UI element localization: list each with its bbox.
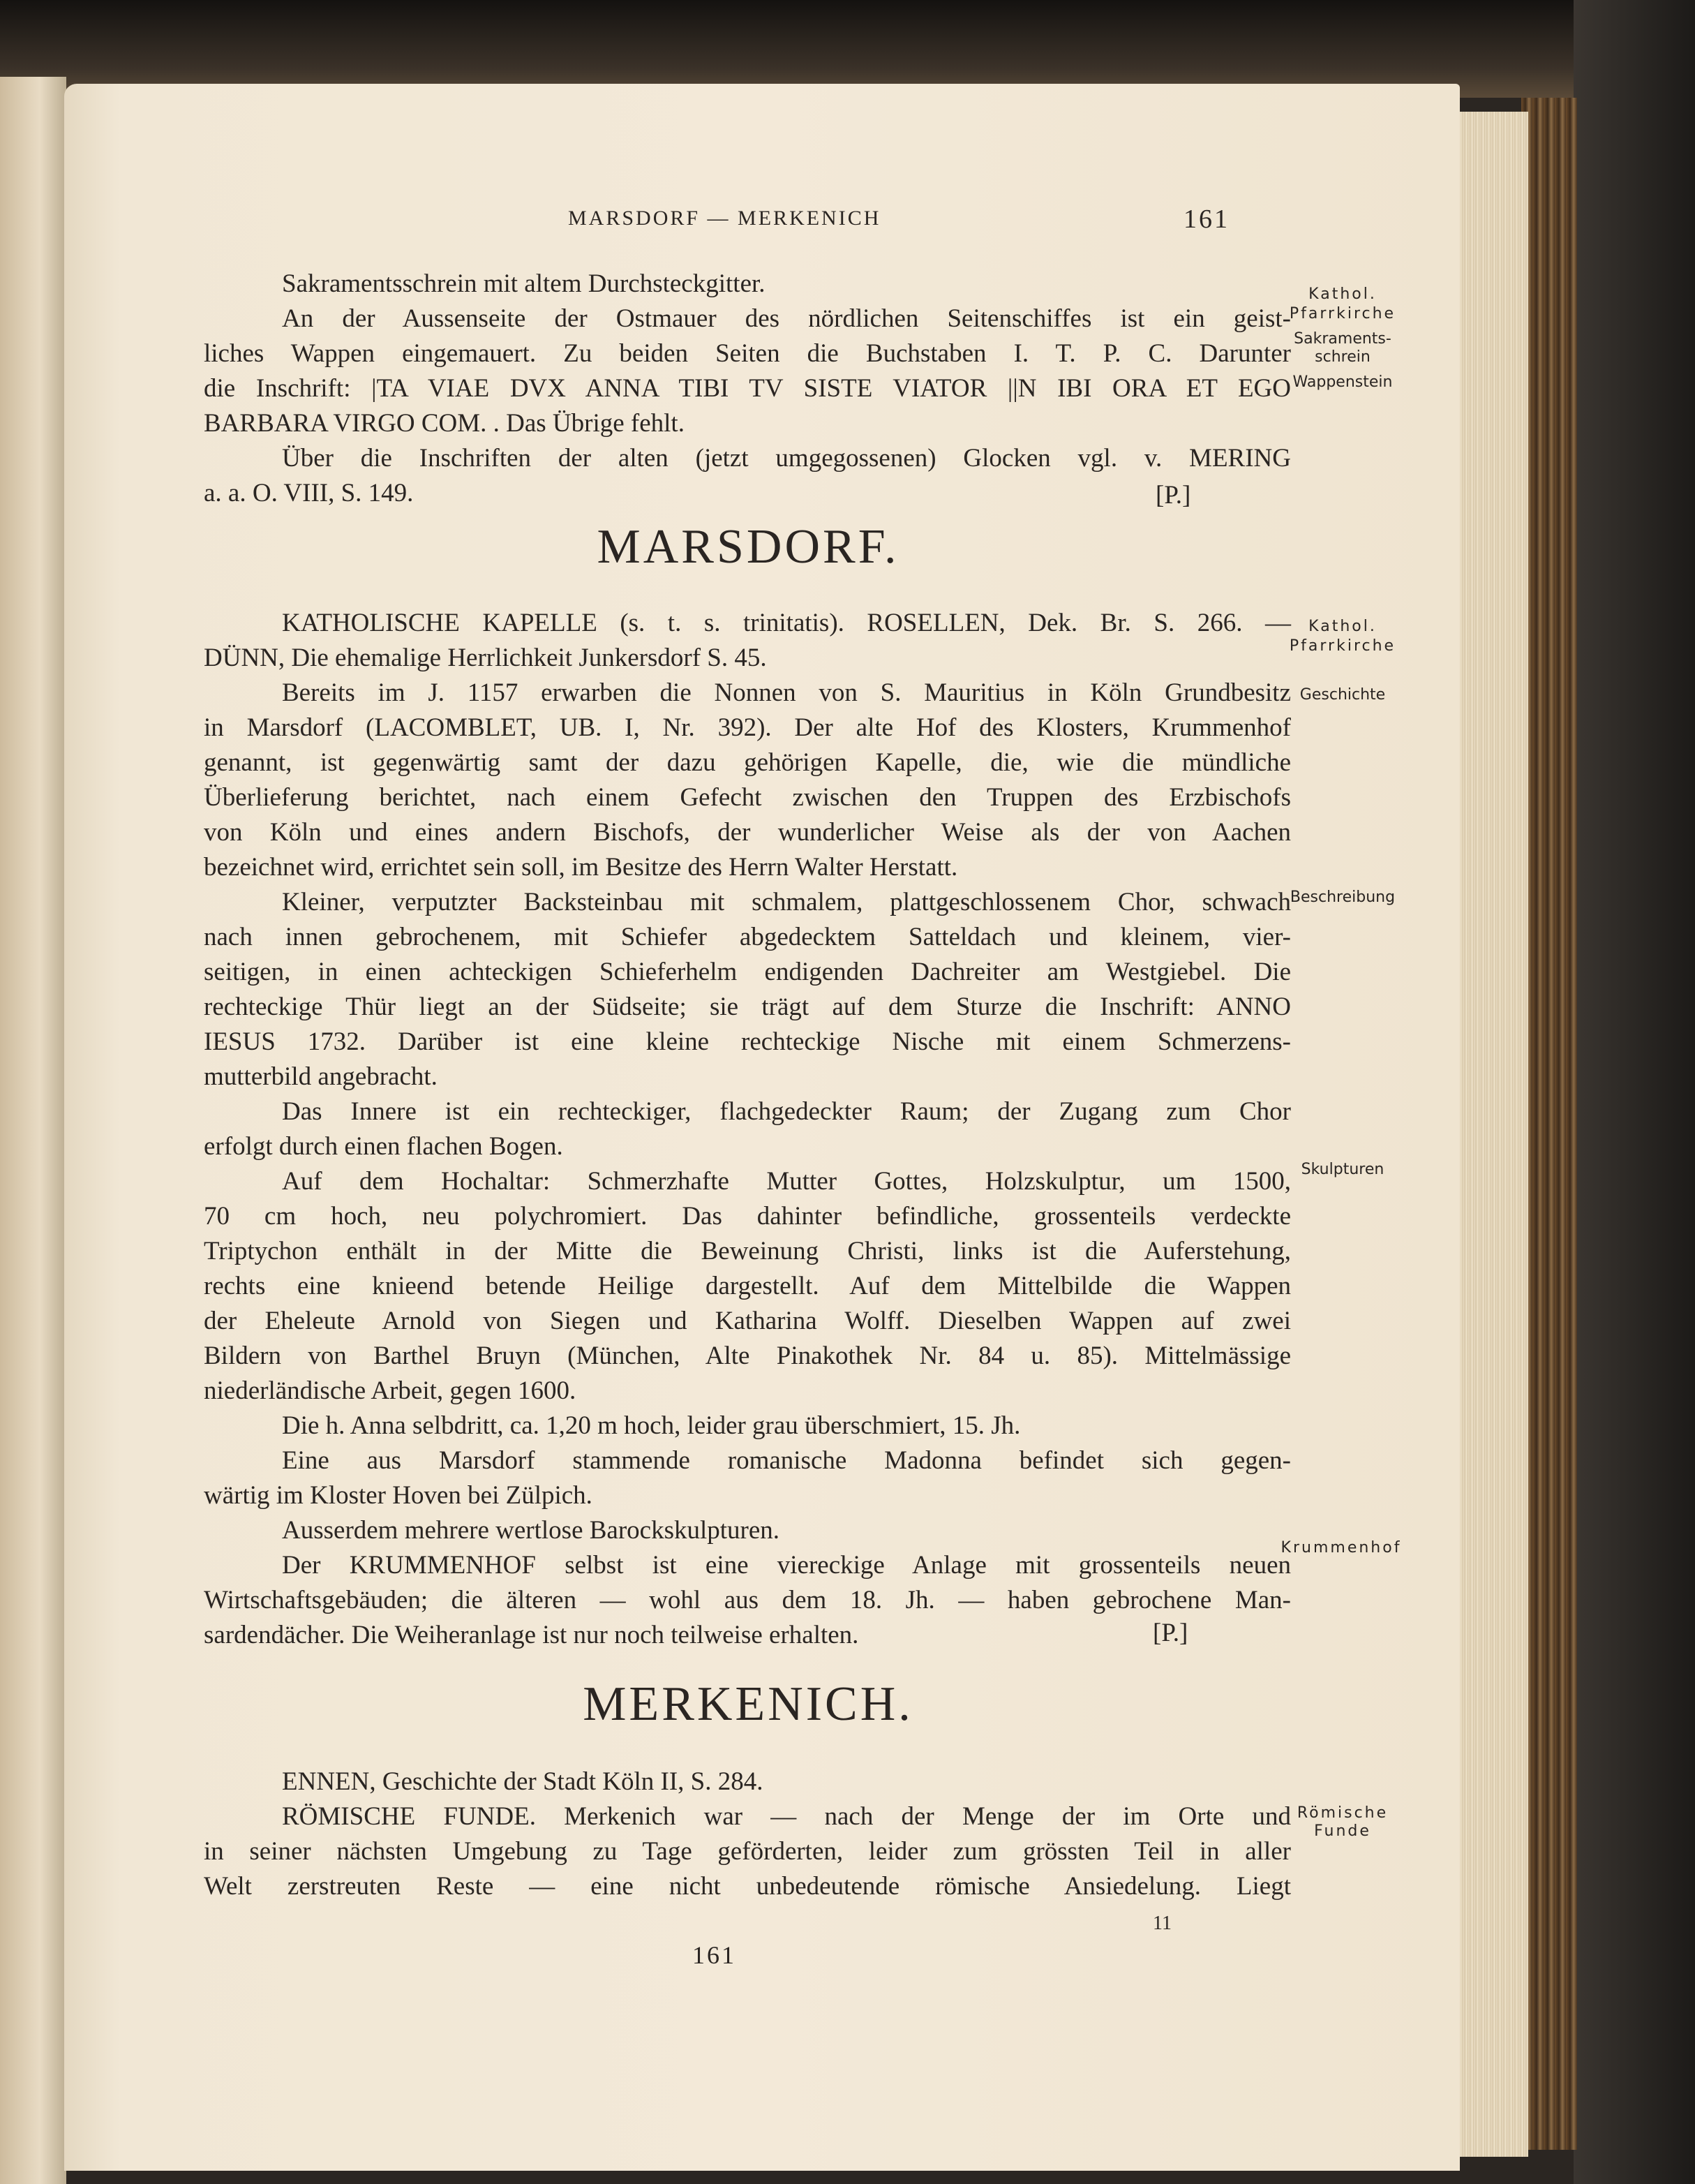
text-line: Der KRUMMENHOF selbst ist eine viereckige Anlage mit grossenteils neuen (282, 1551, 1291, 1580)
margin-note: Krummenhof (1280, 1539, 1402, 1557)
text-line: wärtig im Kloster Hoven bei Zülpich. (204, 1481, 592, 1510)
text-line: DÜNN, Die ehemalige Herrlichkeit Junkersdorf S. 45. (204, 644, 767, 672)
text-line: von Köln und eines andern Bischofs, der wunderlicher Weise als der von Aachen (204, 818, 1291, 847)
text-line: Kleiner, verputzter Backsteinbau mit schmalem, plattgeschlossenem Chor, schwach (282, 888, 1291, 916)
text-line: Bereits im J. 1157 erwarben die Nonnen von S. Mauritius in Köln Grundbesitz (282, 678, 1291, 707)
text-line: Bildern von Barthel Bruyn (München, Alte Pinakothek Nr. 84 u. 85). Mittelmässige (204, 1342, 1291, 1370)
margin-note: Beschreibung (1290, 889, 1396, 906)
margin-note: Skulpturen (1301, 1161, 1384, 1178)
text-line: Das Innere ist ein rechteckiger, flachgedeckter Raum; der Zugang zum Chor (282, 1097, 1291, 1126)
text-line: niederländische Arbeit, gegen 1600. (204, 1376, 576, 1405)
text-line: der Eheleute Arnold von Siegen und Katharina Wolff. Dieselben Wappen auf zwei (204, 1307, 1291, 1335)
text-line: An der Aussenseite der Ostmauer des nördlichen Seitenschiffes ist ein geist- (282, 304, 1291, 333)
section-heading-merkenich: MERKENICH. (583, 1677, 913, 1731)
text-line: rechteckige Thür liegt an der Südseite; sie trägt auf dem Sturze die Inschrift: ANNO (204, 993, 1291, 1021)
text-line: 70 cm hoch, neu polychromiert. Das dahinter befindliche, grossenteils verdeckte (204, 1202, 1291, 1231)
text-line: bezeichnet wird, errichtet sein soll, im Besitze des Herrn Walter Herstatt. (204, 853, 958, 882)
margin-note: Geschichte (1299, 686, 1386, 704)
section-heading-marsdorf: MARSDORF. (597, 520, 899, 574)
text-line: Eine aus Marsdorf stammende romanische Madonna befindet sich gegen- (282, 1446, 1291, 1475)
signature-mark: 11 (1153, 1912, 1172, 1934)
margin-note: Pfarrkirche (1289, 305, 1396, 322)
text-line: ENNEN, Geschichte der Stadt Köln II, S. 284. (282, 1767, 763, 1796)
running-head-title: MARSDORF — MERKENICH (568, 207, 881, 230)
text-line: Über die Inschriften der alten (jetzt umgegossenen) Glocken vgl. v. MERING (282, 444, 1291, 473)
text-line: Sakramentsschrein mit altem Durchsteckgitter. (282, 269, 766, 298)
text-line: sardendächer. Die Weiheranlage ist nur noch teilweise erhalten. (204, 1621, 859, 1649)
margin-note: Pfarrkirche (1289, 637, 1396, 655)
running-head-page-number: 161 (1183, 205, 1230, 234)
author-reference: [P.] (1153, 1619, 1188, 1647)
book-cover-top (0, 0, 1695, 98)
text-line: nach innen gebrochenem, mit Schiefer abgedecktem Satteldach und kleinem, vier- (204, 923, 1291, 951)
text-line: Überlieferung berichtet, nach einem Gefecht zwischen den Truppen des Erzbischofs (204, 783, 1291, 812)
text-line: a. a. O. VIII, S. 149. (204, 479, 414, 507)
margin-note: schrein (1315, 348, 1371, 366)
author-reference: [P.] (1156, 481, 1191, 510)
margin-note: Kathol. (1308, 285, 1377, 303)
text-line: BARBARA VIRGO COM. . Das Übrige fehlt. (204, 409, 685, 438)
text-line: Wirtschaftsgebäuden; die älteren — wohl aus dem 18. Jh. — haben gebrochene Man- (204, 1586, 1291, 1614)
text-line: erfolgt durch einen flachen Bogen. (204, 1132, 563, 1161)
book-page (64, 84, 1460, 2171)
page-stack-edges (1451, 112, 1528, 2157)
text-line: die Inschrift: |TA VIAE DVX ANNA TIBI TV SISTE VIATOR ||N IBI ORA ET EGO (204, 374, 1291, 403)
margin-note: Sakraments- (1294, 330, 1391, 348)
text-line: rechts eine knieend betende Heilige dargestellt. Auf dem Mittelbilde die Wappen (204, 1272, 1291, 1300)
text-line: seitigen, in einen achteckigen Schieferhelm endigenden Dachreiter am Westgiebel. Die (204, 958, 1291, 986)
text-line: Die h. Anna selbdritt, ca. 1,20 m hoch, leider grau überschmiert, 15. Jh. (282, 1411, 1021, 1440)
book-cover-marbled-edge (1521, 98, 1577, 2150)
text-line: Auf dem Hochaltar: Schmerzhafte Mutter Gottes, Holzskulptur, um 1500, (282, 1167, 1291, 1196)
text-line: KATHOLISCHE KAPELLE (s. t. s. trinitatis). ROSELLEN, Dek. Br. S. 266. — (282, 609, 1291, 637)
book-cover-right (1574, 0, 1695, 2184)
text-line: liches Wappen eingemauert. Zu beiden Seiten die Buchstaben I. T. P. C. Darunter (204, 339, 1291, 368)
text-line: genannt, ist gegenwärtig samt der dazu gehörigen Kapelle, die, wie die mündliche (204, 748, 1291, 777)
text-line: Ausserdem mehrere wertlose Barockskulpturen. (282, 1516, 780, 1545)
margin-note: Kathol. (1308, 618, 1377, 635)
margin-note: Römische (1297, 1804, 1389, 1822)
text-line: Triptychon enthält in der Mitte die Beweinung Christi, links ist die Auferstehung, (204, 1237, 1291, 1265)
text-line: in seiner nächsten Umgebung zu Tage geförderten, leider zum grössten Teil in aller (204, 1837, 1291, 1866)
text-line: IESUS 1732. Darüber ist eine kleine rechteckige Nische mit einem Schmerzens- (204, 1027, 1291, 1056)
text-line: in Marsdorf (LACOMBLET, UB. I, Nr. 392). Der alte Hof des Klosters, Krummenhof (204, 713, 1291, 742)
margin-note: Wappenstein (1292, 373, 1393, 391)
text-line: RÖMISCHE FUNDE. Merkenich war — nach der Menge der im Orte und (282, 1802, 1291, 1831)
facing-page-edge (0, 77, 66, 2184)
text-line: Welt zerstreuten Reste — eine nicht unbedeutende römische Ansiedelung. Liegt (204, 1872, 1291, 1901)
margin-note: Funde (1314, 1822, 1371, 1840)
folio-number: 161 (692, 1941, 736, 1969)
text-line: mutterbild angebracht. (204, 1062, 438, 1091)
